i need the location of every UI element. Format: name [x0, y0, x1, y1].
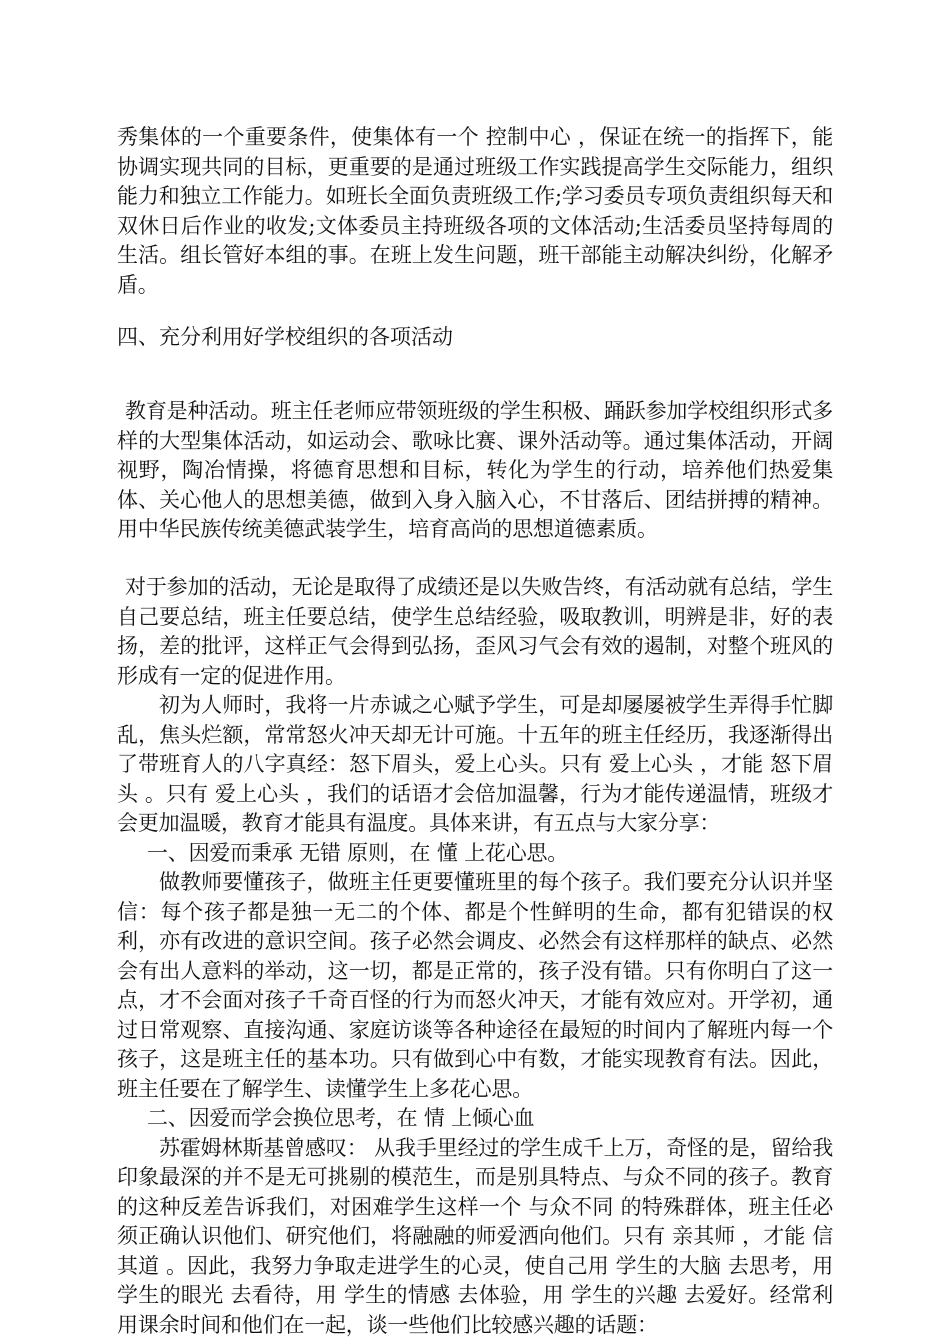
section-activities	[117, 397, 833, 545]
paragraph-class-cadres: 秀集体的一个重要条件，使集体有一个 控制中心 ，保证在统一的指挥下，能协调实现共同的目标，更重要的是通过班级工作实践提高学生交际能力，组织能力和独立工作能力。如班长全面负责班级工作;学习委员专项负责组织每天和双休日后作业的收发;文体委员主持班级各项的文体活动;生活委员坚持每周的生活。组长管好本组的事。在班上发生问题，班干部能主动解决纠纷，化解矛盾。	[117, 125, 833, 297]
subheading-point-one: 一、因爱而秉承 无错 原则，在 懂 上花心思。	[147, 840, 569, 865]
paragraph-activity-summary: 对于参加的活动，无论是取得了成绩还是以失败告终，有活动就有总结，学生自己要总结，班主任要总结，使学生总结经验，吸取教训，明辨是非，好的表扬，差的批评，这样正气会得到弘扬，歪风习气会有效的遏制，对整个班风的形成有一定的促进作用。	[117, 575, 833, 688]
subheading-point-two: 二、因爱而学会换位思考，在 情 上倾心血	[147, 1106, 535, 1130]
paragraph-empathy: 苏霍姆林斯基曾感叹： 从我手里经过的学生成千上万，奇怪的是，留给我印象最深的并不是无可挑剔的模范生，而是别具特点、与众不同的孩子。教育的这种反差告诉我们，对困难学生这样一个 与众不同 的特殊群体，班主任必须正确认识他们、研究他们，将融融的师爱洒向他们。只有 亲其师 ，才能 信其道 。因此，我努力争取走进学生的心灵，使自己用 学生的大脑 去思考，用 学生的眼光 去看待，用 学生的情感 去体验，用 学生的兴趣 去爱好。经常利用课余时间和他们在一起，谈一些他们比较感兴趣的话题：	[117, 1135, 833, 1337]
paragraph-understand-children: 做教师要懂孩子，做班主任更要懂班里的每个孩子。我们要充分认识并坚信：每个孩子都是独一无二的个体、都是个性鲜明的生命，都有犯错误的权利，亦有改进的意识空间。孩子必然会调皮、必然会有这样那样的缺点、必然会有出人意料的举动，这一切，都是正常的，孩子没有错。只有你明白了这一点，才不会面对孩子千奇百怪的行为而怒火冲天，才能有效应对。开学初，通过日常观察、直接沟通、家庭访谈等各种途径在最短的时间内了解班内每一个孩子，这是班主任的基本功。只有做到心中有数，才能实现教育有法。因此，班主任要在了解学生、读懂学生上多花心思。	[117, 870, 833, 1101]
section-class-cadres	[117, 123, 833, 300]
paragraph-teacher-experience: 初为人师时，我将一片赤诚之心赋予学生，可是却屡屡被学生弄得手忙脚乱，焦头烂额，常常怒火冲天却无计可施。十五年的班主任经历，我逐渐得出了带班育人的八字真经：怒下眉头，爱上心头。只有 爱上心头 ，才能 怒下眉头 。只有 爱上心头 ，我们的话语才会倍加温馨，行为才能传递温情，班级才会更加温暖，教育才能具有温度。具体来讲，有五点与大家分享：	[117, 693, 833, 835]
paragraph-activities: 教育是种活动。班主任老师应带领班级的学生积极、踊跃参加学校组织形式多样的大型集体活动，如运动会、歌咏比赛、课外活动等。通过集体活动，开阔视野，陶冶情操，将德育思想和目标，转化为学生的行动，培养他们热爱集体、关心他人的思想美德，做到入身入脑入心，不甘落后、团结拼搏的精神。用中华民族传统美德武装学生，培育高尚的思想道德素质。	[117, 399, 833, 541]
section-summary	[117, 573, 833, 1340]
heading-section-four: 四、充分利用好学校组织的各项活动	[117, 325, 453, 349]
